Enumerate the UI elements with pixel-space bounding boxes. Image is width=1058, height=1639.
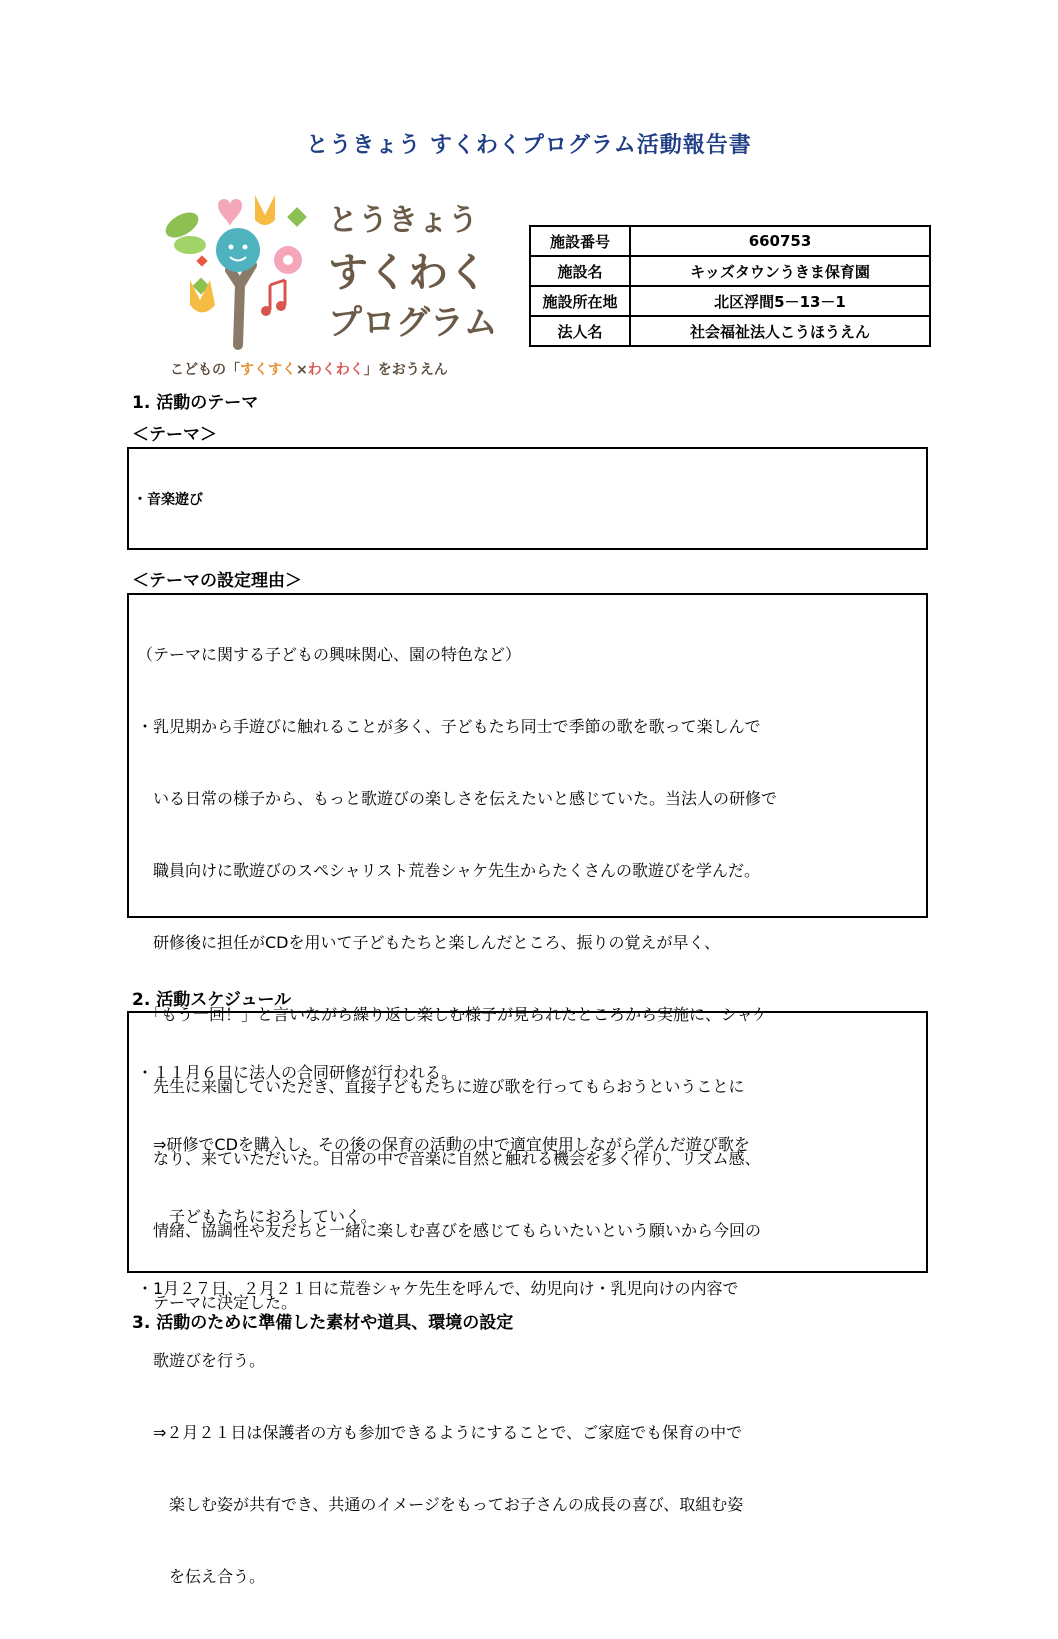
- reason-line: 職員向けに歌遊びのスペシャリスト荒巻シャケ先生からたくさんの歌遊びを学んだ。: [137, 861, 761, 880]
- schedule-line: ・1月２７日、２月２１日に荒巻シャケ先生を呼んで、幼児向け・乳児向けの内容で: [137, 1279, 739, 1298]
- section2-heading: 2. 活動スケジュール: [132, 990, 292, 1010]
- theme-value: ・音楽遊び: [133, 492, 203, 508]
- reason-label: ＜テーマの設定理由＞: [132, 571, 302, 591]
- section1-heading: 1. 活動のテーマ: [132, 393, 259, 413]
- theme-box: [127, 447, 928, 550]
- schedule-line: 楽しむ姿が共有でき、共通のイメージをもってお子さんの成長の喜び、取組む姿: [137, 1495, 744, 1514]
- facility-number-value: 660753: [630, 226, 930, 256]
- table-row: [530, 226, 930, 256]
- sukuwaku-logo: [160, 185, 500, 385]
- reason-line: 研修後に担任がCDを用いて子どもたちと楽しんだところ、振りの覚えが早く、: [137, 933, 721, 952]
- theme-label: ＜テーマ＞: [132, 425, 217, 445]
- facility-name-value: キッズタウンうきま保育園: [630, 256, 930, 286]
- reason-line: 先生に来園していただき、直接子どもたちに遊び歌を行ってもらおうということに: [137, 1077, 745, 1096]
- table-row: [530, 286, 930, 316]
- reason-line: 情緒、協調性や友だちと一緒に楽しむ喜びを感じてもらいたいという願いから今回の: [137, 1221, 762, 1240]
- schedule-line: ⇒研修でCDを購入し、その後の保育の活動の中で適宜使用しながら学んだ遊び歌を: [137, 1135, 750, 1154]
- schedule-line: ⇒２月２１日は保護者の方も参加できるようにすることで、ご家庭でも保育の中で: [137, 1423, 743, 1442]
- logo-text-program: プログラム: [328, 303, 498, 343]
- section3-heading: 3. 活動のために準備した素材や道具、環境の設定: [132, 1313, 514, 1333]
- corporation-value: 社会福祉法人こうほうえん: [630, 316, 930, 346]
- facility-name-label: 施設名: [530, 256, 630, 286]
- logo-text-tokyo: とうきょう: [328, 203, 478, 238]
- corporation-label: 法人名: [530, 316, 630, 346]
- facility-number-label: 施設番号: [530, 226, 630, 256]
- schedule-line: を伝え合う。: [137, 1567, 266, 1586]
- table-row: [530, 256, 930, 286]
- logo-text-sukuwaku: すくわく: [328, 250, 488, 296]
- reason-line: （テーマに関する子どもの興味関心、園の特色など）: [137, 645, 522, 664]
- facility-address-label: 施設所在地: [530, 286, 630, 316]
- logo-tagline: こどもの「すくすく×わくわく」をおうえん: [170, 362, 448, 378]
- document-title: とうきょう すくわくプログラム活動報告書: [306, 133, 752, 158]
- tree-illustration-icon: [160, 185, 330, 355]
- reason-line: いる日常の様子から、もっと歌遊びの楽しさを伝えたいと感じていた。当法人の研修で: [137, 789, 778, 808]
- schedule-line: 歌遊びを行う。: [137, 1351, 266, 1370]
- facility-address-value: 北区浮間5－13－1: [630, 286, 930, 316]
- facility-info-table: [529, 225, 931, 347]
- table-row: [530, 316, 930, 346]
- schedule-line: 子どもたちにおろしていく。: [137, 1207, 377, 1226]
- reason-line: なり、来ていただいた。日常の中で音楽に自然と触れる機会を多く作り、リズム感、: [137, 1149, 761, 1168]
- reason-line: テーマに決定した。: [137, 1293, 298, 1312]
- reason-line: ・乳児期から手遊びに触れることが多く、子どもたち同士で季節の歌を歌って楽しんで: [137, 717, 761, 736]
- schedule-line: ・１１月６日に法人の合同研修が行われる。: [137, 1063, 458, 1082]
- reason-line: 「もう一回！」と言いながら繰り返し楽しむ様子が見られたところから実施に、シャケ: [137, 1005, 769, 1024]
